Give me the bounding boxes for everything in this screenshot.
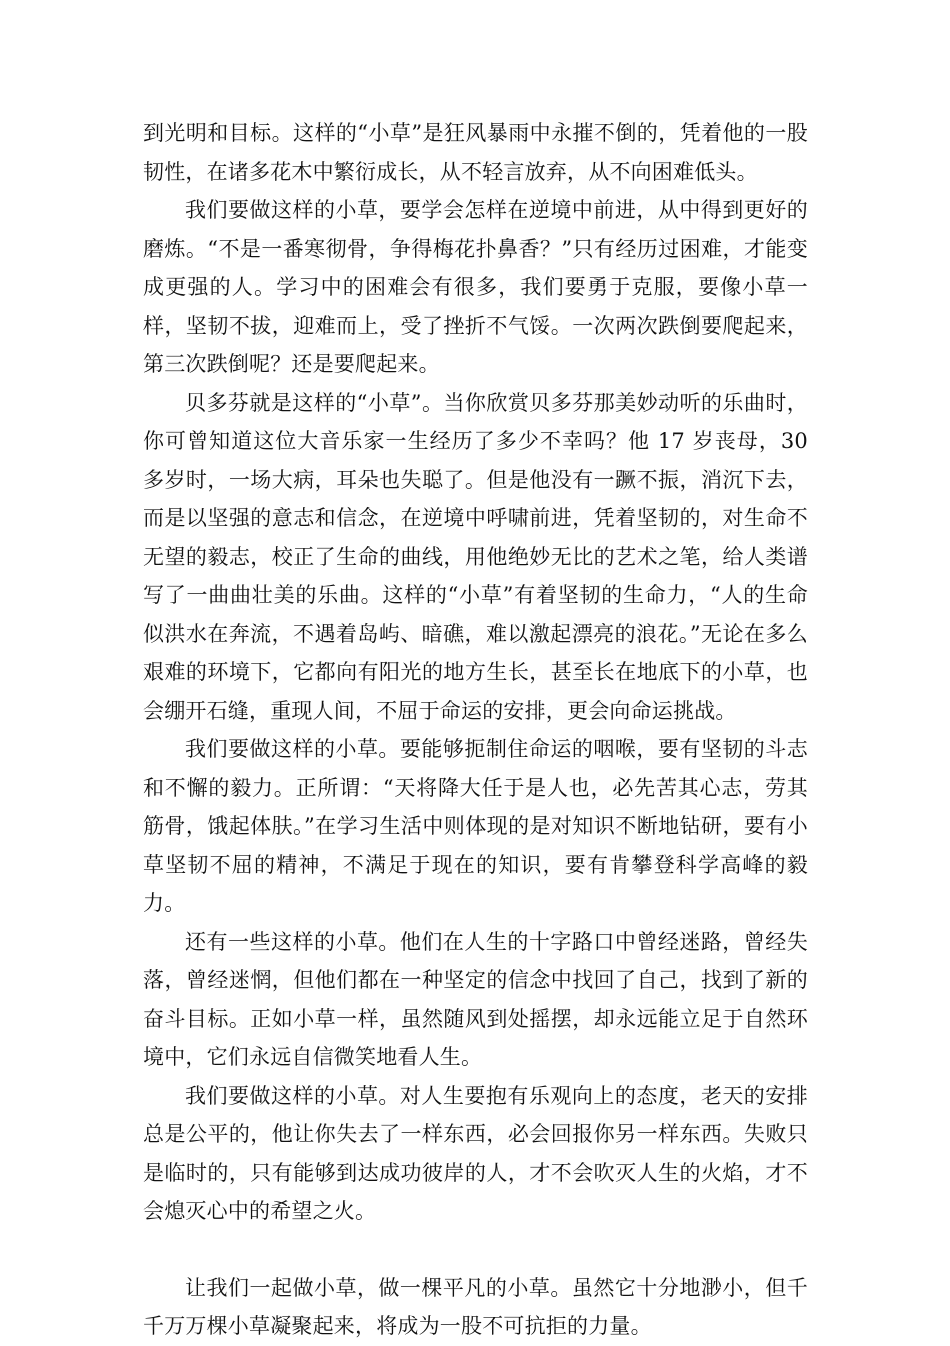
paragraph-conclusion: 让我们一起做小草，做一棵平凡的小草。虽然它十分地渺小，但千千万万棵小草凝聚起来，将成为一股不可抗拒的力量。: [143, 1275, 808, 1338]
paragraph-learn-in-adversity: 我们要做这样的小草，要学会怎样在逆境中前进，从中得到更好的磨炼。“不是一番寒彻骨，争得梅花扑鼻香？”只有经历过困难，才能变成更强的人。学习中的困难会有很多，我们要勇于克服，要像小草一样，坚韧不拔，迎难而上，受了挫折不气馁。一次两次跌倒要爬起来，第三次跌倒呢？还是要爬起来。: [143, 198, 808, 376]
paragraph-lost-and-found: 还有一些这样的小草。他们在人生的十字路口中曾经迷路，曾经失落，曾经迷惘，但他们都在一种坚定的信念中找回了自己，找到了新的奋斗目标。正如小草一样，虽然随风到处摇摆，却永远能立足于自然环境中，它们永远自信微笑地看人生。: [143, 929, 808, 1069]
paragraph-continuation: 到光明和目标。这样的“小草”是狂风暴雨中永摧不倒的，凭着他的一股韧性，在诸多花木中繁衍成长，从不轻言放弃，从不向困难低头。: [143, 121, 808, 184]
paragraph-beethoven: 贝多芬就是这样的“小草”。当你欣赏贝多芬那美妙动听的乐曲时，你可曾知道这位大音乐家一生经历了多少不幸吗？他 17 岁丧母，30 多岁时，一场大病，耳朵也失聪了。但是他没有一蹶不振，消沉下去，而是以坚强的意志和信念，在逆境中呼啸前进，凭着坚韧的，对生命不无望的毅志，校正了生命的曲线，用他绝妙无比的艺术之笔，给人类谱写了一曲曲壮美的乐曲。这样的“小草”有着坚韧的生命力，“人的生命似洪水在奔流，不遇着岛屿、暗礁，难以激起漂亮的浪花。”无论在多么艰难的环境下，它都向有阳光的地方生长，甚至长在地底下的小草，也会绷开石缝，重现人间，不屈于命运的安排，更会向命运挑战。: [143, 390, 808, 723]
paragraph-optimism: 我们要做这样的小草。对人生要抱有乐观向上的态度，老天的安排总是公平的，他让你失去了一样东西，必会回报你另一样东西。失败只是临时的，只有能够到达成功彼岸的人，才不会吹灭人生的火焰，才不会熄灭心中的希望之火。: [143, 1083, 808, 1223]
document-body: [143, 114, 808, 1346]
paragraph-grasp-fate: 我们要做这样的小草。要能够扼制住命运的咽喉，要有坚韧的斗志和不懈的毅力。正所谓：“天将降大任于是人也，必先苦其心志，劳其筋骨，饿起体肤。”在学习生活中则体现的是对知识不断地钻研，要有小草坚韧不屈的精神，不满足于现在的知识，要有肯攀登科学高峰的毅力。: [143, 737, 808, 915]
